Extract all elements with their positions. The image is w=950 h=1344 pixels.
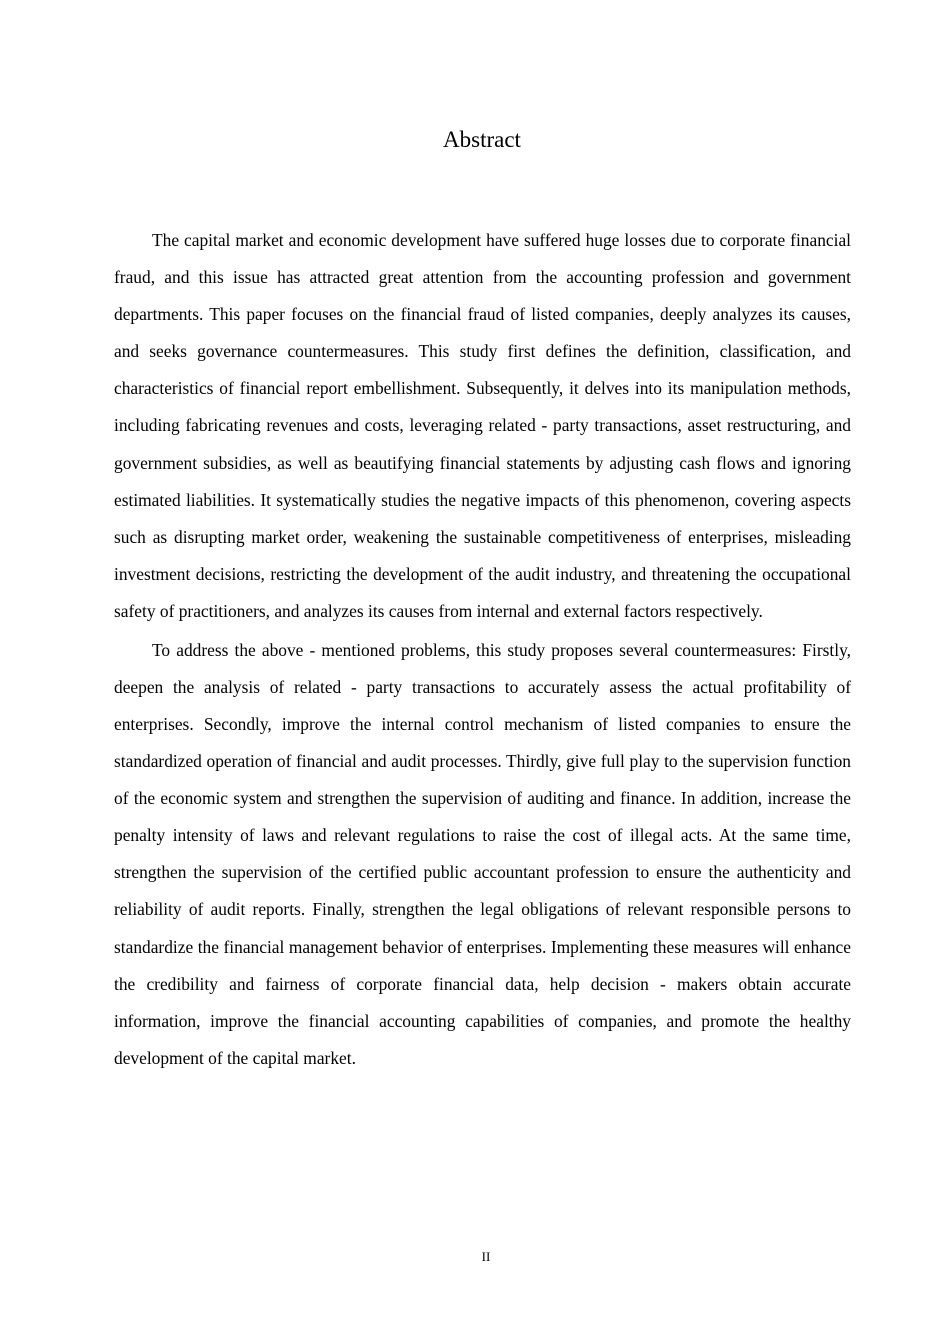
page-number: II (481, 1249, 491, 1264)
abstract-paragraph-1: The capital market and economic development have suffered huge losses due to corporate financial fraud, and this issue has attracted great attention from the accounting profession and government departments. This paper focuses on the financial fraud of listed companies, deeply analyzes its causes, and seeks governance countermeasures. This study first defines the definition, classification, and characteristics of financial report embellishment. Subsequently, it delves into its manipulation methods, including fabricating revenues and costs, leveraging related - party transactions, asset restructuring, and government subsidies, as well as beautifying financial statements by adjusting cash flows and ignoring estimated liabilities. It systematically studies the negative impacts of this phenomenon, covering aspects such as disrupting market order, weakening the sustainable competitiveness of enterprises, misleading investment decisions, restricting the development of the audit industry, and threatening the occupational safety of practitioners, and analyzes its causes from internal and external factors respectively. (114, 230, 851, 621)
abstract-paragraph-2: To address the above - mentioned problems, this study proposes several countermeasures: Firstly, deepen the analysis of related - party transactions to accurately assess the actual profitability of enterprises. Secondly, improve the internal control mechanism of listed companies to ensure the standardized operation of financial and audit processes. Thirdly, give full play to the supervision function of the economic system and strengthen the supervision of auditing and finance. In addition, increase the penalty intensity of laws and relevant regulations to raise the cost of illegal acts. At the same time, strengthen the supervision of the certified public accountant profession to ensure the authenticity and reliability of audit reports. Finally, strengthen the legal obligations of relevant responsible persons to standardize the financial management behavior of enterprises. Implementing these measures will enhance the credibility and fairness of corporate financial data, help decision - makers obtain accurate information, improve the financial accounting capabilities of companies, and promote the healthy development of the capital market. (114, 639, 851, 1068)
abstract-body (114, 222, 851, 1077)
abstract-title: Abstract (443, 127, 521, 152)
